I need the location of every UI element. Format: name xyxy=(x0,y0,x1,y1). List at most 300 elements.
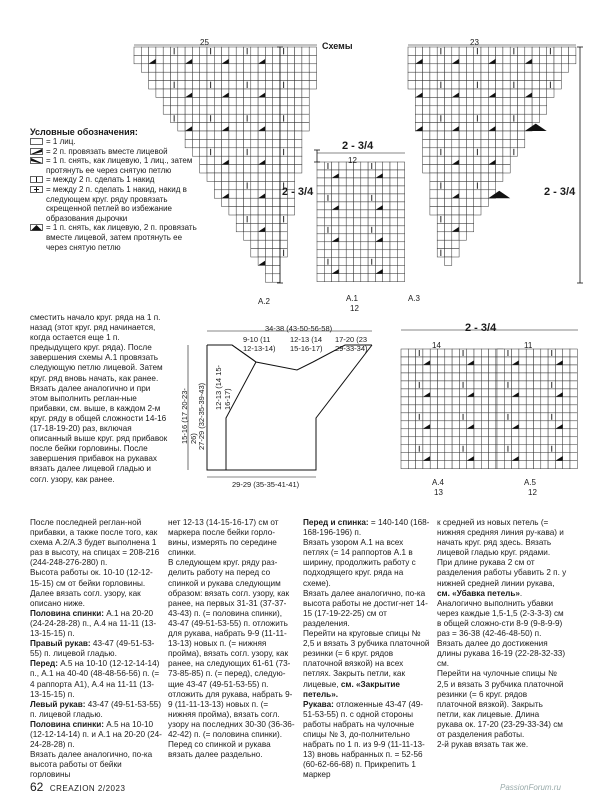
chart-a4-cell xyxy=(445,429,452,437)
chart-a1-cell xyxy=(361,258,368,266)
chart-a3-cell xyxy=(474,198,481,206)
chart-a2-cell xyxy=(295,156,302,164)
chart-a2-cell xyxy=(229,114,236,122)
chart-a4-cell xyxy=(430,421,437,429)
chart-a1-cell xyxy=(383,266,390,274)
chart-a3-cell xyxy=(423,72,430,80)
chart-a3-cell xyxy=(430,165,437,173)
chart-a1-cell xyxy=(346,178,353,186)
chart-a5-cell xyxy=(548,389,555,397)
chart-a3-cell xyxy=(452,81,459,89)
chart-a3-cell xyxy=(481,106,488,114)
chart-a4-cell xyxy=(430,373,437,381)
paragraph: Перед со спинкой и рукава вязать далее раздельно. xyxy=(168,740,271,760)
chart-a2-cell xyxy=(163,55,170,63)
chart-a2-cell xyxy=(258,232,265,240)
chart-a1-cell xyxy=(317,170,324,178)
chart-a5-cell xyxy=(541,461,548,469)
chart-a3-cell xyxy=(415,114,422,122)
chart-a3-cell xyxy=(488,81,495,89)
chart-a4-cell xyxy=(445,437,452,445)
chart-a4-cell xyxy=(481,405,488,413)
chart-a2-cell xyxy=(163,72,170,80)
chart-a3-cell xyxy=(532,114,539,122)
chart-a2-cell xyxy=(244,190,251,198)
chart-a2-cell xyxy=(265,274,272,282)
chart-a2-cell xyxy=(236,148,243,156)
chart-a2-cell xyxy=(273,240,280,248)
chart-a2-cell xyxy=(244,207,251,215)
chart-a1-cell xyxy=(339,178,346,186)
chart-a5-cell xyxy=(504,421,511,429)
chart-a2-cell xyxy=(207,173,214,181)
chart-a4-cell xyxy=(423,445,430,453)
chart-a2-cell xyxy=(171,89,178,97)
chart-a3-cell xyxy=(430,190,437,198)
chart-a2-cell xyxy=(149,64,156,72)
chart-a4-cell xyxy=(416,437,423,445)
chart-a2-cell xyxy=(236,64,243,72)
chart-a3-cell xyxy=(445,114,452,122)
chart-a2-cell xyxy=(295,114,302,122)
chart-a4-cell xyxy=(430,397,437,405)
chart-a4-cell xyxy=(408,461,415,469)
chart-a3-cell xyxy=(474,55,481,63)
chart-a3-cell xyxy=(503,97,510,105)
chart-a4-cell xyxy=(467,373,474,381)
chart-a2-cell xyxy=(149,47,156,55)
chart-a4-cell xyxy=(467,381,474,389)
chart-a4-cell xyxy=(452,373,459,381)
text-column-1-bottom xyxy=(30,518,162,780)
chart-a3-cell xyxy=(525,72,532,80)
chart-a2-cell xyxy=(171,72,178,80)
chart-a4-cell xyxy=(416,453,423,461)
chart-a4-cell xyxy=(452,437,459,445)
chart-a3-cell xyxy=(437,55,444,63)
chart-a4-cell xyxy=(481,381,488,389)
chart-a1-cell xyxy=(332,258,339,266)
chart-a5-cell xyxy=(519,357,526,365)
chart-a3-cell xyxy=(408,64,415,72)
chart-a3-cell xyxy=(474,139,481,147)
chart-a5-cell xyxy=(555,461,562,469)
chart-a4-cell xyxy=(474,381,481,389)
chart-a3-cell xyxy=(510,72,517,80)
chart-a2-cell xyxy=(273,97,280,105)
chart-a5-cell xyxy=(504,397,511,405)
chart-a3-cell xyxy=(466,148,473,156)
chart-a4-cell xyxy=(452,349,459,357)
chart-a2-cell xyxy=(251,181,258,189)
chart-a4-cell xyxy=(467,429,474,437)
chart-a4-cell xyxy=(438,461,445,469)
chart-a2-cell xyxy=(236,72,243,80)
chart-a3-cell xyxy=(474,131,481,139)
chart-a3-cell xyxy=(466,81,473,89)
chart-a2-cell xyxy=(273,64,280,72)
chart-a4-cell xyxy=(416,389,423,397)
schematic-side-c: 12-13 (14 15-16-17) xyxy=(214,364,232,410)
chart-a3-cell xyxy=(459,156,466,164)
chart-a4-cell xyxy=(452,461,459,469)
chart-a1-cell xyxy=(368,242,375,250)
chart-a3-cell xyxy=(437,223,444,231)
chart-a2-cell xyxy=(251,148,258,156)
chart-a2-cell xyxy=(265,257,272,265)
chart-a5-name: A.5 xyxy=(524,478,537,487)
chart-a4-cell xyxy=(416,421,423,429)
chart-a1-cell xyxy=(339,186,346,194)
chart-a3-cell xyxy=(569,47,576,55)
chart-a4-cell xyxy=(459,365,466,373)
chart-a1-cell xyxy=(324,266,331,274)
chart-a5-cell xyxy=(519,437,526,445)
chart-a3-cell xyxy=(518,55,525,63)
chart-a4-cell xyxy=(481,437,488,445)
chart-a2-cell xyxy=(251,72,258,80)
chart-a1-cell xyxy=(397,250,404,258)
chart-a5-cell xyxy=(555,405,562,413)
chart-a5-cell xyxy=(497,389,504,397)
chart-a1-cell xyxy=(375,226,382,234)
chart-a1-cell xyxy=(339,242,346,250)
chart-a4-cell xyxy=(430,349,437,357)
chart-a3-cell xyxy=(423,81,430,89)
chart-a2-cell xyxy=(236,97,243,105)
chart-a2-cell xyxy=(207,64,214,72)
chart-a4-cell xyxy=(481,373,488,381)
chart-a5-cell xyxy=(504,365,511,373)
chart-a2-cell xyxy=(287,72,294,80)
chart-a5-cell xyxy=(512,413,519,421)
chart-a5-cell xyxy=(541,405,548,413)
chart-a2-cell xyxy=(229,97,236,105)
chart-a2-cell xyxy=(295,123,302,131)
chart-a5-cell xyxy=(497,461,504,469)
chart-a4-cell xyxy=(452,397,459,405)
chart-a2-cell xyxy=(171,97,178,105)
paragraph: 2-й рукав вязать так же. xyxy=(437,740,529,750)
chart-a3-cell xyxy=(445,89,452,97)
chart-a2-name: A.2 xyxy=(258,297,271,306)
chart-a2-cell xyxy=(273,131,280,139)
chart-a2-cell xyxy=(244,123,251,131)
chart-a5-cell xyxy=(555,445,562,453)
chart-a5-cell xyxy=(563,349,570,357)
chart-a4-cell xyxy=(408,437,415,445)
chart-a4-cell xyxy=(430,437,437,445)
chart-a4-cell xyxy=(489,437,496,445)
chart-a2-cell xyxy=(273,190,280,198)
chart-a3-cell xyxy=(525,97,532,105)
chart-a3-cell xyxy=(474,106,481,114)
chart-a2-cell xyxy=(236,215,243,223)
chart-a45-rep: 2 - 3/4 xyxy=(465,322,497,334)
chart-a4-cell xyxy=(452,429,459,437)
chart-right-rep: 2 - 3/4 xyxy=(544,186,576,198)
chart-a2-cell xyxy=(229,139,236,147)
chart-a3-cell xyxy=(459,173,466,181)
chart-a3-cell xyxy=(532,72,539,80)
chart-a2-cell xyxy=(295,89,302,97)
paragraph: Правый рукав: 43-47 (49-51-53-55) п. лицевой гладью. xyxy=(30,639,155,659)
paragraph: Вязать далее аналогично и при этом выполнить реглан-ные прибавки, см. выше, в каждом 2-м круг. ряду в общей сложности 14-16 (17-18-19-20) раз, включая описанный выше круг. ряд прибавок после бейки горловины. После завершения прибавок на рукавах вязать далее лицевой гладью и согл. узору, как ранее. xyxy=(30,383,168,484)
chart-a5-cell xyxy=(570,381,577,389)
chart-a4-cell xyxy=(408,357,415,365)
chart-a4-cell xyxy=(474,405,481,413)
chart-a3-cell xyxy=(423,156,430,164)
chart-a1-cell xyxy=(390,170,397,178)
chart-a3-cell xyxy=(496,139,503,147)
chart-a5-cell xyxy=(504,405,511,413)
chart-a5-cell xyxy=(526,413,533,421)
chart-a2-cell xyxy=(309,55,316,63)
chart-a2-cell xyxy=(185,97,192,105)
chart-a2-cell xyxy=(265,232,272,240)
chart-a3-cell xyxy=(532,81,539,89)
chart-a1-cell xyxy=(397,234,404,242)
chart-a2-cell xyxy=(178,72,185,80)
chart-a1-cell xyxy=(317,194,324,202)
chart-a1-cell xyxy=(397,194,404,202)
chart-a5-cell xyxy=(570,445,577,453)
chart-a4-cell xyxy=(408,429,415,437)
chart-a5-cell xyxy=(563,365,570,373)
chart-a3-cell xyxy=(466,47,473,55)
chart-a3-cell xyxy=(532,89,539,97)
chart-a3-cell xyxy=(423,123,430,131)
chart-a2-cell xyxy=(192,89,199,97)
chart-a2-cell xyxy=(273,198,280,206)
chart-a5-cell xyxy=(563,421,570,429)
chart-a3-cell xyxy=(474,89,481,97)
chart-a3-cell xyxy=(459,55,466,63)
chart-a1-cell xyxy=(383,218,390,226)
chart-a2-cell xyxy=(200,81,207,89)
chart-a1-cell xyxy=(390,258,397,266)
paragraph: Левый рукав: 43-47 (49-51-53-55) п. лицевой гладью. xyxy=(30,699,162,719)
chart-a1-cell xyxy=(361,178,368,186)
chart-a5-cell xyxy=(519,461,526,469)
chart-a3-cell xyxy=(452,114,459,122)
chart-a3-cell xyxy=(510,131,517,139)
chart-a3-cell xyxy=(481,47,488,55)
chart-a4-cell xyxy=(438,357,445,365)
chart-a1-cell xyxy=(339,162,346,170)
chart-a5-cell xyxy=(563,437,570,445)
chart-a5-cell xyxy=(570,437,577,445)
chart-a2-cell xyxy=(156,72,163,80)
chart-a4-cell xyxy=(423,429,430,437)
paragraph: к средней из новых петель (= нижняя средняя линия ру-кава) и начать круг. ряд здесь. Вязать лицевой гладью круг. рядами. xyxy=(437,518,564,558)
chart-a3-cell xyxy=(481,55,488,63)
chart-a5-cell xyxy=(541,389,548,397)
chart-a1-cell xyxy=(354,210,361,218)
chart-a1-cell xyxy=(332,194,339,202)
chart-a3-cell xyxy=(554,55,561,63)
chart-a1-cell xyxy=(375,162,382,170)
chart-a2-cell xyxy=(156,47,163,55)
chart-a5-cell xyxy=(512,365,519,373)
chart-a2-cell xyxy=(295,81,302,89)
chart-a5-cell xyxy=(526,429,533,437)
chart-a1-cell xyxy=(383,258,390,266)
chart-a5-cell xyxy=(555,413,562,421)
chart-a1-cell xyxy=(361,194,368,202)
chart-a4-cell xyxy=(452,389,459,397)
chart-a1-cell xyxy=(368,170,375,178)
chart-a2-cell xyxy=(185,106,192,114)
chart-a2-cell xyxy=(273,181,280,189)
chart-a3-cell xyxy=(481,198,488,206)
chart-a4-cell xyxy=(416,365,423,373)
chart-a2-cell xyxy=(214,131,221,139)
paragraph: Высота работы ок. 10-10 (12-12-15-15) см от бейки горловины. Далее вязать согл. узору, как описано ниже. xyxy=(30,568,153,608)
chart-a5-cell xyxy=(563,389,570,397)
chart-a3-cell xyxy=(445,97,452,105)
chart-a4-bottom: 13 xyxy=(434,488,443,497)
chart-a4-cell xyxy=(459,461,466,469)
chart-a5-cell xyxy=(497,413,504,421)
chart-a2-cell xyxy=(251,232,258,240)
chart-a2-cell xyxy=(192,114,199,122)
chart-a3-cell xyxy=(481,139,488,147)
chart-a2-cell xyxy=(265,215,272,223)
chart-a2-cell xyxy=(236,173,243,181)
chart-a2-cell xyxy=(244,106,251,114)
chart-a2-cell xyxy=(229,106,236,114)
chart-a3-cell xyxy=(445,131,452,139)
chart-a3-cell xyxy=(415,72,422,80)
chart-a3-cell xyxy=(445,173,452,181)
chart-a5-cell xyxy=(526,373,533,381)
chart-a3-cell xyxy=(430,72,437,80)
legend-item-text: = 1 п. снять, как лицевую, 2 п. провязать вместе лицевой, затем протянуть ее через снятую петлю xyxy=(46,223,197,252)
chart-a3-cell xyxy=(466,123,473,131)
chart-a5-cell xyxy=(534,429,541,437)
chart-a2-cell xyxy=(287,156,294,164)
chart-a4-cell xyxy=(401,429,408,437)
chart-a2-cell xyxy=(280,55,287,63)
chart-a3-cell xyxy=(561,64,568,72)
chart-a4-cell xyxy=(408,453,415,461)
chart-a5-cell xyxy=(526,397,533,405)
chart-a1-cell xyxy=(354,234,361,242)
chart-a5-cell xyxy=(534,349,541,357)
chart-a2-cell xyxy=(214,156,221,164)
chart-a1-cell xyxy=(368,202,375,210)
chart-a2-cell xyxy=(302,97,309,105)
chart-a2-cell xyxy=(185,64,192,72)
chart-a3-cell xyxy=(466,89,473,97)
chart-a2-cell xyxy=(273,249,280,257)
chart-a5-cell xyxy=(534,461,541,469)
chart-a2-cell xyxy=(244,223,251,231)
chart-a2-cell xyxy=(280,64,287,72)
chart-a2-cell xyxy=(178,106,185,114)
chart-a2-cell xyxy=(287,114,294,122)
chart-a4-cell xyxy=(423,381,430,389)
chart-a3-cell xyxy=(488,106,495,114)
chart-a5-cell xyxy=(504,373,511,381)
chart-a5-cell xyxy=(519,365,526,373)
chart-a2-cell xyxy=(134,47,141,55)
chart-a2-cell xyxy=(214,165,221,173)
chart-a3-cell xyxy=(496,173,503,181)
chart-a3-cell xyxy=(423,139,430,147)
chart-a3-cell xyxy=(518,139,525,147)
chart-a2-width: 25 xyxy=(200,38,209,47)
chart-a3-name: A.3 xyxy=(408,294,421,303)
chart-a1-cell xyxy=(383,242,390,250)
chart-a5-cell xyxy=(534,437,541,445)
chart-a5-cell xyxy=(519,397,526,405)
schemes-title: Схемы xyxy=(322,41,353,51)
chart-a4-cell xyxy=(423,365,430,373)
chart-a3-cell xyxy=(430,55,437,63)
chart-a3-cell xyxy=(437,131,444,139)
chart-a3-cell xyxy=(430,139,437,147)
chart-a4-cell xyxy=(438,413,445,421)
chart-a4-cell xyxy=(445,397,452,405)
chart-a3-cell xyxy=(474,207,481,215)
chart-a3-cell xyxy=(539,106,546,114)
chart-a3-cell xyxy=(532,106,539,114)
chart-a2-cell xyxy=(251,64,258,72)
chart-a2-cell xyxy=(265,55,272,63)
chart-a2-cell xyxy=(302,64,309,72)
chart-a4-cell xyxy=(489,405,496,413)
chart-a2-cell xyxy=(171,64,178,72)
chart-a2-cell xyxy=(171,55,178,63)
chart-a3-cell xyxy=(539,72,546,80)
chart-a3-cell xyxy=(452,47,459,55)
chart-a2-cell xyxy=(236,156,243,164)
chart-a5-cell xyxy=(541,357,548,365)
chart-a3-cell xyxy=(430,81,437,89)
chart-a3-cell xyxy=(445,249,452,257)
schematic-bottom: 29-29 (35-35-41-41) xyxy=(232,480,300,489)
chart-a1-cell xyxy=(397,178,404,186)
chart-a4-cell xyxy=(452,365,459,373)
chart-a3-cell xyxy=(452,215,459,223)
chart-a5-cell xyxy=(570,413,577,421)
chart-a2-cell xyxy=(192,64,199,72)
chart-a2-cell xyxy=(258,240,265,248)
chart-a3-cell xyxy=(496,97,503,105)
chart-a2-cell xyxy=(251,131,258,139)
chart-a2-cell xyxy=(236,165,243,173)
chart-a1-cell xyxy=(354,218,361,226)
chart-a3-cell xyxy=(532,97,539,105)
chart-a4-cell xyxy=(401,461,408,469)
chart-a2-cell xyxy=(222,97,229,105)
chart-a2-cell xyxy=(222,72,229,80)
chart-a2-cell xyxy=(273,47,280,55)
chart-a4-cell xyxy=(423,437,430,445)
chart-a5-cell xyxy=(563,397,570,405)
chart-a5-cell xyxy=(534,421,541,429)
chart-a2-cell xyxy=(251,55,258,63)
chart-a2-cell xyxy=(280,173,287,181)
chart-a4-cell xyxy=(467,461,474,469)
chart-a4-cell xyxy=(481,453,488,461)
chart-a1-cell xyxy=(390,218,397,226)
chart-a4-cell xyxy=(430,389,437,397)
chart-a5-cell xyxy=(548,461,555,469)
chart-a2-cell xyxy=(265,123,272,131)
